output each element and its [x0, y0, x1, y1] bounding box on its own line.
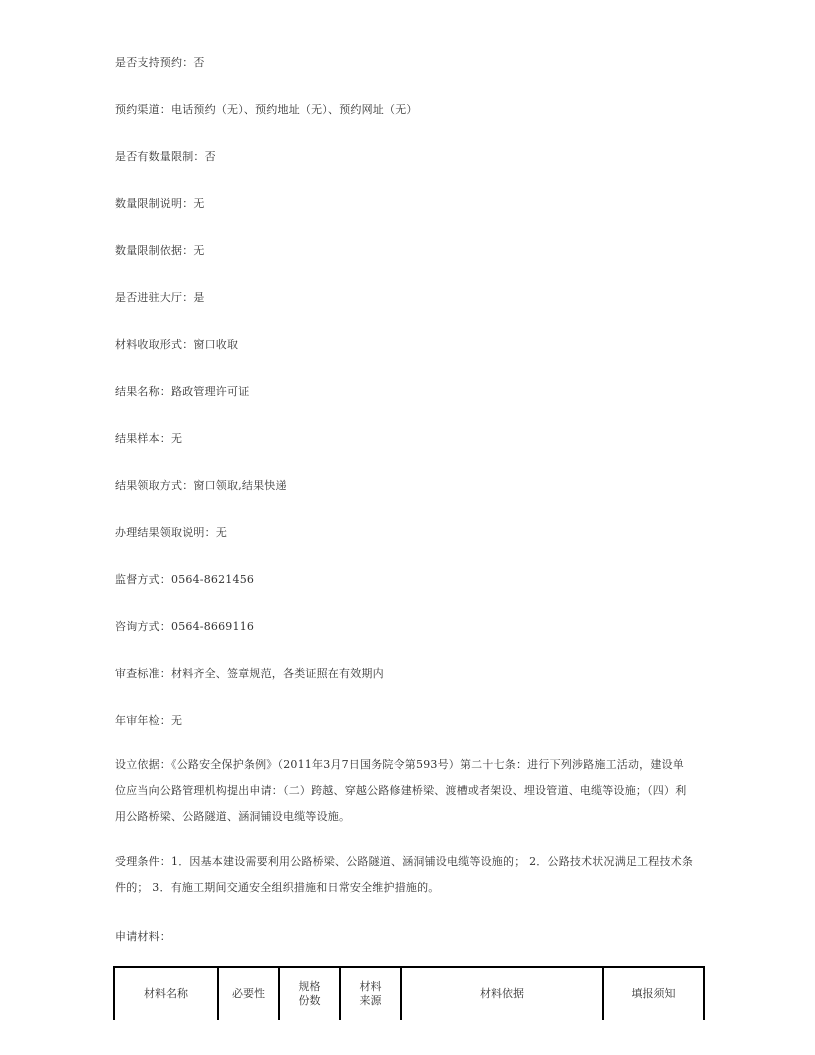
- field-appointment-channels: [115, 101, 418, 117]
- field-label: 审查标准：: [115, 667, 171, 680]
- field-label: 是否有数量限制：: [115, 150, 205, 163]
- field-value: 窗口领取,结果快递: [193, 479, 287, 492]
- materials-heading: 申请材料：: [115, 930, 171, 943]
- field-quantity-limit-note: [115, 195, 205, 211]
- basis-paragraph: [115, 752, 695, 830]
- field-value: 材料齐全、签章规范，各类证照在有效期内: [171, 667, 384, 680]
- field-value: 否: [204, 150, 216, 163]
- field-value: 窗口收取: [193, 338, 239, 351]
- conditions-label: 受理条件：: [115, 855, 171, 868]
- field-label: 年审年检：: [115, 714, 171, 727]
- conditions-paragraph: [115, 849, 695, 901]
- basis-label: 设立依据：: [115, 758, 171, 771]
- field-value: 无: [215, 526, 228, 539]
- field-label: 材料收取形式：: [115, 338, 194, 351]
- materials-table-header-row: [114, 967, 704, 1020]
- header-necessity: 必要性: [218, 967, 279, 1020]
- field-value: 电话预约（无）、预约地址（无）、预约网址（无）: [171, 103, 418, 116]
- field-label: 预约渠道：: [115, 103, 171, 116]
- field-quantity-limit-basis: [115, 242, 205, 258]
- field-in-hall: [115, 289, 205, 305]
- field-review-standard: [115, 665, 384, 681]
- field-label: 是否进驻大厅：: [115, 291, 194, 304]
- field-label: 数量限制说明：: [115, 197, 194, 210]
- header-material-source: 材料来源: [340, 967, 401, 1020]
- header-spec-copies: 规格份数: [279, 967, 340, 1020]
- field-annual-review: [115, 712, 182, 728]
- field-value: 0564-8669116: [171, 620, 255, 633]
- field-value: 否: [193, 56, 205, 69]
- header-material-name: 材料名称: [114, 967, 218, 1020]
- field-consultation: [115, 618, 254, 634]
- field-label: 结果样本：: [115, 432, 171, 445]
- field-result-sample: [115, 430, 182, 446]
- field-value: 路政管理许可证: [171, 385, 250, 398]
- field-supervision: [115, 571, 254, 587]
- field-label: 结果领取方式：: [115, 479, 194, 492]
- field-value: 0564-8621456: [171, 573, 255, 586]
- header-material-basis: 材料依据: [401, 967, 603, 1020]
- basis-text: 《公路安全保护条例》（2011年3月7日国务院令第593号）第二十七条：进行下列涉路施工活动，建设单位应当向公路管理机构提出申请：（二）跨越、穿越公路修建桥梁、渡槽或者架设、埋设管道、电缆等设施；（四）利用公路桥梁、公路隧道、涵洞铺设电缆等设施。: [115, 758, 687, 823]
- field-label: 是否支持预约：: [115, 56, 194, 69]
- field-label: 数量限制依据：: [115, 244, 194, 257]
- field-label: 咨询方式：: [115, 620, 171, 633]
- field-label: 结果名称：: [115, 385, 171, 398]
- conditions-text: 1．因基本建设需要利用公路桥梁、公路隧道、涵洞铺设电缆等设施的； 2．公路技术状况满足工程技术条件的； 3．有施工期间交通安全组织措施和日常安全维护措施的。: [115, 855, 694, 894]
- field-material-collection: [115, 336, 238, 352]
- field-value: 无: [193, 197, 205, 210]
- field-value: 无: [193, 244, 205, 257]
- field-result-pickup: [115, 477, 287, 493]
- field-quantity-limit: [115, 148, 216, 164]
- materials-table: [113, 966, 705, 1020]
- field-label: 监督方式：: [115, 573, 171, 586]
- field-result-pickup-note: [115, 524, 227, 540]
- field-value: 是: [193, 291, 205, 304]
- field-value: 无: [171, 432, 183, 445]
- header-fill-notes: 填报须知: [603, 967, 704, 1020]
- field-value: 无: [171, 714, 183, 727]
- field-result-name: [115, 383, 249, 399]
- field-label: 办理结果领取说明：: [115, 526, 216, 539]
- field-appointment-support: [115, 54, 205, 70]
